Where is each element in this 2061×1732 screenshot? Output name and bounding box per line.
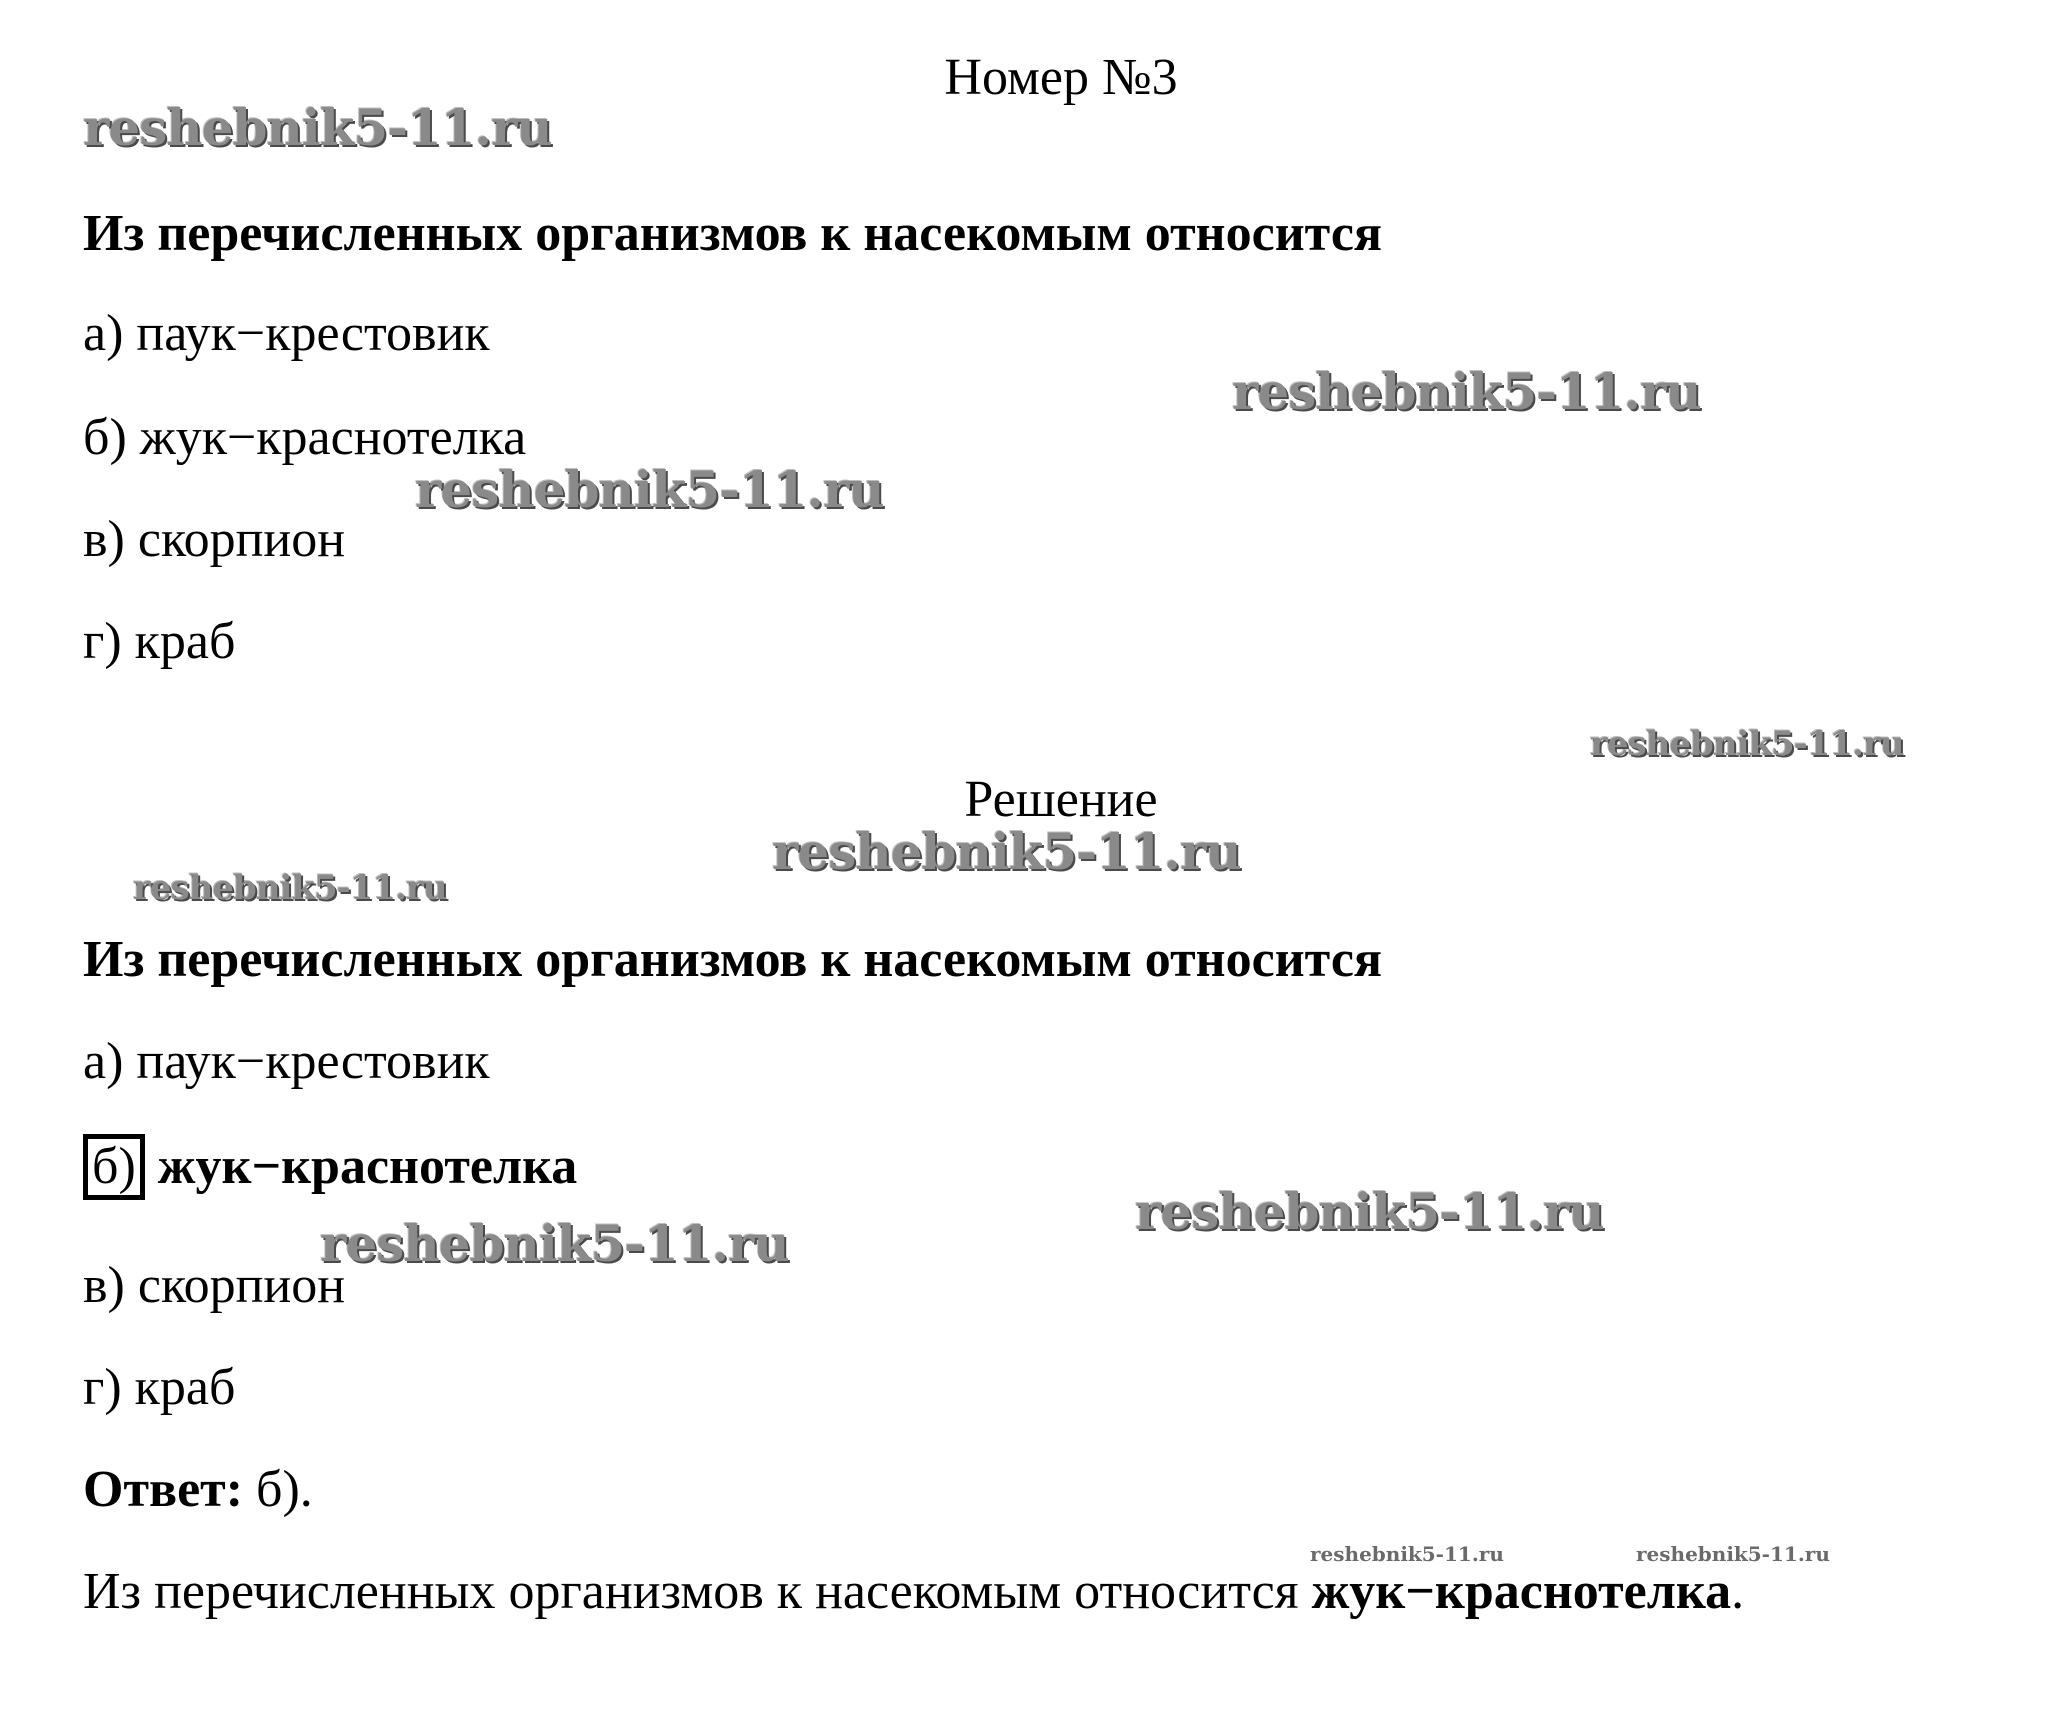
watermark: reshebnik5-11.ru: [1636, 1542, 1830, 1566]
answer-sentence-prefix: Из перечисленных организмов к насекомым относится: [83, 1563, 1312, 1620]
selected-option-text: жук−краснотелка: [157, 1138, 578, 1195]
answer-sentence-bold: жук−краснотелка: [1311, 1563, 1732, 1620]
page-title: Номер №3: [944, 49, 1178, 106]
solution-option-b: [91, 1134, 577, 1200]
selected-option-box: б): [83, 1134, 145, 1200]
watermark: reshebnik5-11.ru: [1135, 1182, 1604, 1241]
watermark: reshebnik5-11.ru: [1232, 362, 1701, 421]
solution-question-heading: Из перечисленных организмов к насекомым относится: [83, 931, 1383, 988]
question-option-b: б) жук−краснотелка: [83, 409, 527, 466]
answer-sentence: [83, 1562, 1744, 1622]
watermark: reshebnik5-11.ru: [772, 822, 1241, 881]
watermark: reshebnik5-11.ru: [415, 460, 884, 519]
watermark: reshebnik5-11.ru: [1310, 1542, 1504, 1566]
watermark: reshebnik5-11.ru: [83, 98, 552, 157]
question-option-c: в) скорпион: [83, 511, 346, 568]
solution-option-c: в) скорпион: [83, 1257, 346, 1314]
solution-option-a: а) паук−крестовик: [83, 1033, 490, 1090]
answer-sentence-suffix: .: [1731, 1563, 1745, 1620]
watermark: reshebnik5-11.ru: [1590, 724, 1904, 764]
solution-heading: Решение: [964, 771, 1158, 828]
question-heading: Из перечисленных организмов к насекомым относится: [83, 205, 1383, 262]
solution-option-d: г) краб: [83, 1359, 236, 1416]
answer-value: б).: [256, 1461, 313, 1518]
watermark: reshebnik5-11.ru: [133, 868, 447, 908]
answer-label: Ответ:: [83, 1461, 244, 1518]
answer-line: [83, 1460, 313, 1520]
question-option-a: а) паук−крестовик: [83, 305, 490, 362]
watermark: reshebnik5-11.ru: [320, 1214, 789, 1273]
question-option-d: г) краб: [83, 613, 236, 670]
